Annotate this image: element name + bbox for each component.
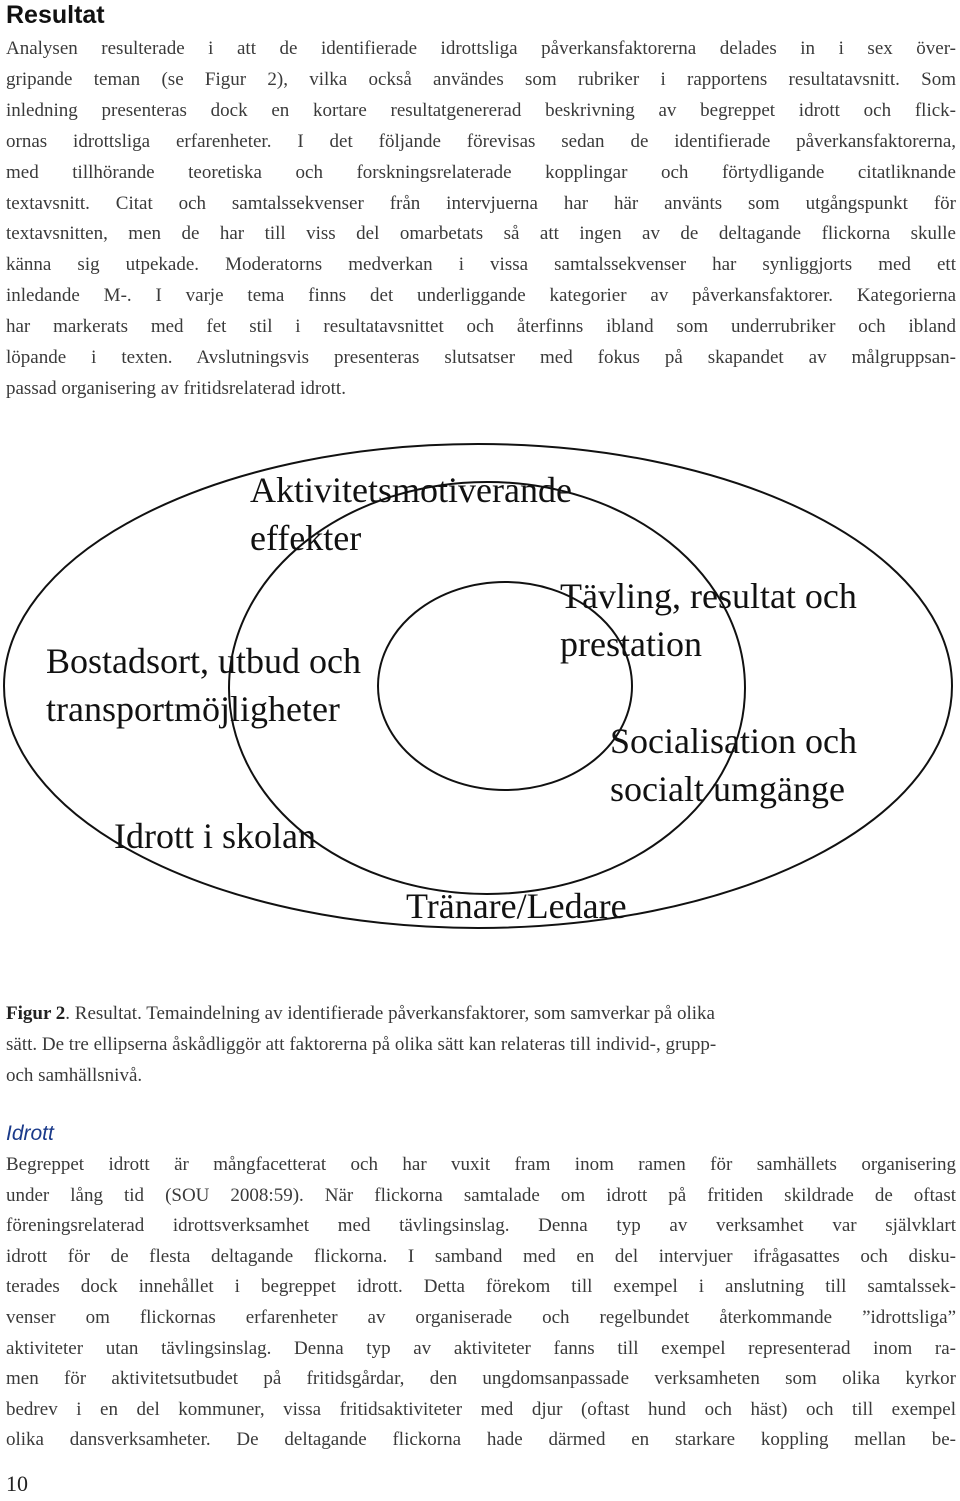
- label-line: Tävling, resultat och: [560, 576, 857, 616]
- text-line: venser om flickornas erfarenheter av organiserade och regelbundet återkommande ”idrottsliga”: [6, 1306, 956, 1328]
- label-line: socialt umgänge: [610, 769, 845, 809]
- label-line: prestation: [560, 624, 702, 664]
- label-tranare-ledare: Tränare/Ledare: [406, 886, 627, 926]
- text-line: med tillhörande teoretiska och forskningsrelaterade kopplingar och förtydligande citatliknande: [6, 161, 956, 183]
- figure-caption: [6, 998, 926, 1091]
- label-line: Aktivitetsmotiverande: [250, 470, 572, 510]
- label-aktivitetsmotiverande: [250, 466, 572, 562]
- section-heading: Resultat: [6, 1, 105, 29]
- label-tavling: [560, 572, 857, 668]
- text-line: inledande M-. I varje tema finns det underliggande kategorier av påverkansfaktorer. Kategorierna: [6, 285, 956, 307]
- text-line: terades dock innehållet i begreppet idrott. Detta förekom till exempel i anslutning till samtalssek-: [6, 1276, 956, 1298]
- text-line: Begreppet idrott är mångfacetterat och har vuxit fram inom ramen för samhällets organisering: [6, 1154, 956, 1175]
- text-line: föreningsrelaterad idrottsverksamhet med tävlingsinslag. Denna typ av verksamhet var självklart: [6, 1215, 956, 1237]
- intro-paragraph: [6, 34, 956, 405]
- label-bostadsort: [46, 637, 361, 733]
- text-line: under lång tid (SOU 2008:59). När flickorna samtalade om idrott på fritiden skildrade de oftast: [6, 1184, 956, 1206]
- caption-line: [6, 998, 926, 1029]
- label-line: Bostadsort, utbud och: [46, 641, 361, 681]
- text-line: löpande i texten. Avslutningsvis presenteras slutsatser med fokus på skapandet av målgruppsan-: [6, 347, 956, 369]
- text-line: känna sig utpekade. Moderatorns medverkan i vissa samtalssekvenser har synliggjorts med ett: [6, 254, 956, 276]
- page-number: 10: [6, 1471, 28, 1496]
- text-line: Analysen resulterade i att de identifierade idrottsliga påverkansfaktorerna delades in i sex över-: [6, 38, 956, 59]
- subheading-idrott: Idrott: [6, 1122, 54, 1145]
- text-line: olika dansverksamheter. De deltagande flickorna hade därmed en starkare koppling mellan be-: [6, 1429, 956, 1451]
- text-line: ornas idrottsliga erfarenheter. I det följande förevisas sedan de identifierade påverkansfaktorerna,: [6, 130, 956, 152]
- text-line: textavsnitt. Citat och samtalssekvenser från intervjuerna har här använts som utgångspunkt för: [6, 192, 956, 214]
- text-line: idrott för de flesta deltagande flickorna. I samband med en del intervjuer ifrågasattes och disku-: [6, 1245, 956, 1267]
- caption-line: och samhällsnivå.: [6, 1065, 143, 1086]
- text-line: har markerats med fet stil i resultatavsnittet och återfinns ibland som underrubriker och ibland: [6, 316, 956, 338]
- label-line: Socialisation och: [610, 721, 857, 761]
- figure-2-diagram: [0, 440, 960, 980]
- text-line: bedrev i en del kommuner, vissa fritidsaktiviteter med djur (oftast hund och häst) och till exempel: [6, 1398, 956, 1420]
- caption-text: . Resultat. Temaindelning av identifierade påverkansfaktorer, som samverkar på olika: [65, 1003, 715, 1024]
- text-line: passad organisering av fritidsrelaterad idrott.: [6, 377, 346, 399]
- text-line: men för aktivitetsutbudet på fritidsgårdar, den ungdomsanpassade verksamheten som olika kyrkor: [6, 1368, 956, 1390]
- label-line: transportmöjligheter: [46, 689, 340, 729]
- text-line: gripande teman (se Figur 2), vilka också användes som rubriker i rapportens resultatavsnitt. Som: [6, 68, 956, 90]
- caption-line: sätt. De tre ellipserna åskådliggör att faktorerna på olika sätt kan relateras till individ-, grupp-: [6, 1034, 717, 1055]
- caption-label: Figur 2: [6, 1003, 66, 1024]
- label-line: effekter: [250, 518, 362, 558]
- label-idrott-i-skolan: Idrott i skolan: [114, 816, 316, 856]
- text-line: inledning presenteras dock en kortare resultatgenererad beskrivning av begreppet idrott och flick-: [6, 99, 956, 121]
- text-line: textavsnitten, men de har till viss del omarbetats så att ingen av de deltagande flickorna skulle: [6, 223, 956, 245]
- text-line: aktiviteter utan tävlingsinslag. Denna typ av aktiviteter fanns till exempel representerad inom ra-: [6, 1337, 956, 1359]
- label-socialisation: [610, 717, 857, 813]
- body-paragraph: [6, 1150, 956, 1456]
